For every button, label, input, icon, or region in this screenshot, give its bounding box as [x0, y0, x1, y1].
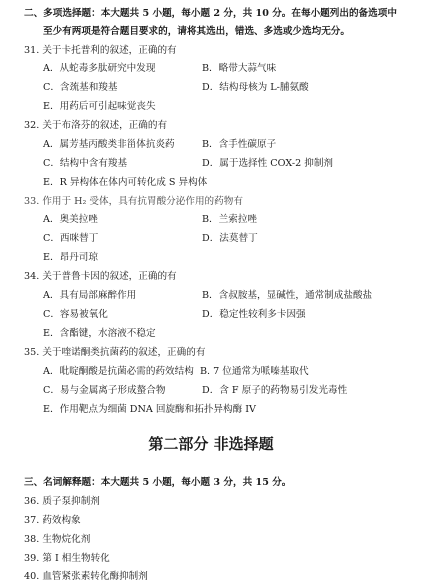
question-32: [24, 121, 167, 131]
option-e: E．含酯键，水溶液不稳定: [43, 328, 156, 339]
option-a: A．具有局部麻醉作用: [43, 290, 137, 301]
item-text: 生物烷化剂: [42, 534, 91, 545]
item-number: 38.: [24, 534, 40, 545]
question-number: 35.: [24, 347, 40, 358]
option-d: D．法莫替丁: [202, 233, 258, 244]
list-item: [24, 535, 90, 545]
option-c: C．容易被氧化: [43, 309, 108, 320]
option-a: A．从蛇毒多肽研究中发现: [43, 63, 156, 74]
item-text: 质子泵抑制剂: [42, 496, 100, 507]
option-a: A．属芳基丙酸类非甾体抗炎药: [43, 139, 175, 150]
question-stem: 关于布洛芬的叙述，正确的有: [42, 120, 168, 131]
option-e: E．作用靶点为细菌 DNA 回旋酶和拓扑异构酶 IV: [43, 404, 256, 415]
option-b: B．含叔胺基，显碱性，通常制成盐酸盐: [202, 290, 373, 301]
option-d: D．结构母核为 L-脯氨酸: [202, 82, 309, 93]
question-stem: 关于卡托普利的叙述，正确的有: [42, 45, 177, 56]
item-number: 37.: [24, 515, 40, 526]
option-e: E．用药后可引起味觉丧失: [43, 101, 156, 112]
question-number: 34.: [24, 271, 40, 282]
option-d: D．属于选择性 COX-2 抑制剂: [202, 158, 334, 169]
option-c: C．西咪替丁: [43, 233, 99, 244]
question-number: 33.: [24, 196, 40, 207]
item-number: 36.: [24, 496, 40, 507]
question-33: [24, 197, 243, 207]
option-a: A．吡啶酮酸是抗菌必需的药效结构: [43, 366, 194, 377]
option-b: B. 7 位通常为哌嗪基取代: [200, 366, 309, 377]
question-number: 31.: [24, 45, 40, 56]
question-stem: 作用于 H₂ 受体，具有抗胃酸分泌作用的药物有: [42, 196, 243, 207]
option-b: B．略带大蒜气味: [202, 63, 277, 74]
option-a: A．奥美拉唑: [43, 214, 98, 225]
option-c: C．结构中含有羧基: [43, 158, 128, 169]
option-c: C．含巯基和羧基: [43, 82, 118, 93]
list-item: [24, 572, 148, 582]
question-number: 32.: [24, 120, 40, 131]
option-b: B．含手性碳原子: [202, 139, 277, 150]
section2-heading: 二、多项选择题：本大题共 5 小题，每小题 2 分，共 10 分。在每小题列出的备选项中: [24, 8, 397, 19]
item-number: 39.: [24, 553, 40, 564]
item-text: 第 I 相生物转化: [42, 553, 110, 564]
option-e: E．R 异构体在体内可转化成 S 异构体: [43, 177, 208, 188]
question-stem: 关于普鲁卡因的叙述，正确的有: [42, 271, 177, 282]
item-text: 血管紧张素转化酶抑制剂: [42, 571, 148, 582]
option-d: D．含 F 原子的药物易引发光毒性: [202, 385, 348, 396]
list-item: [24, 554, 110, 564]
question-35: [24, 348, 205, 358]
question-34: [24, 272, 177, 282]
question-stem: 关于喹诺酮类抗菌药的叙述，正确的有: [42, 347, 206, 358]
item-text: 药效构象: [42, 515, 81, 526]
section3-heading: 三、名词解释题：本大题共 5 小题，每小题 3 分，共 15 分。: [24, 477, 292, 488]
question-31: [24, 46, 177, 56]
list-item: [24, 516, 81, 526]
option-e: E．昂丹司琼: [43, 252, 98, 263]
list-item: [24, 497, 100, 507]
section2-heading-cont: 至少有两项是符合题目要求的，请将其选出，错选、多选或少选均无分。: [43, 26, 350, 37]
item-number: 40.: [24, 571, 40, 582]
option-c: C．易与金属离子形成螯合物: [43, 385, 166, 396]
option-b: B．兰索拉唑: [202, 214, 258, 225]
option-d: D．稳定性较利多卡因强: [202, 309, 306, 320]
part2-title: 第二部分 非选择题: [148, 435, 274, 453]
